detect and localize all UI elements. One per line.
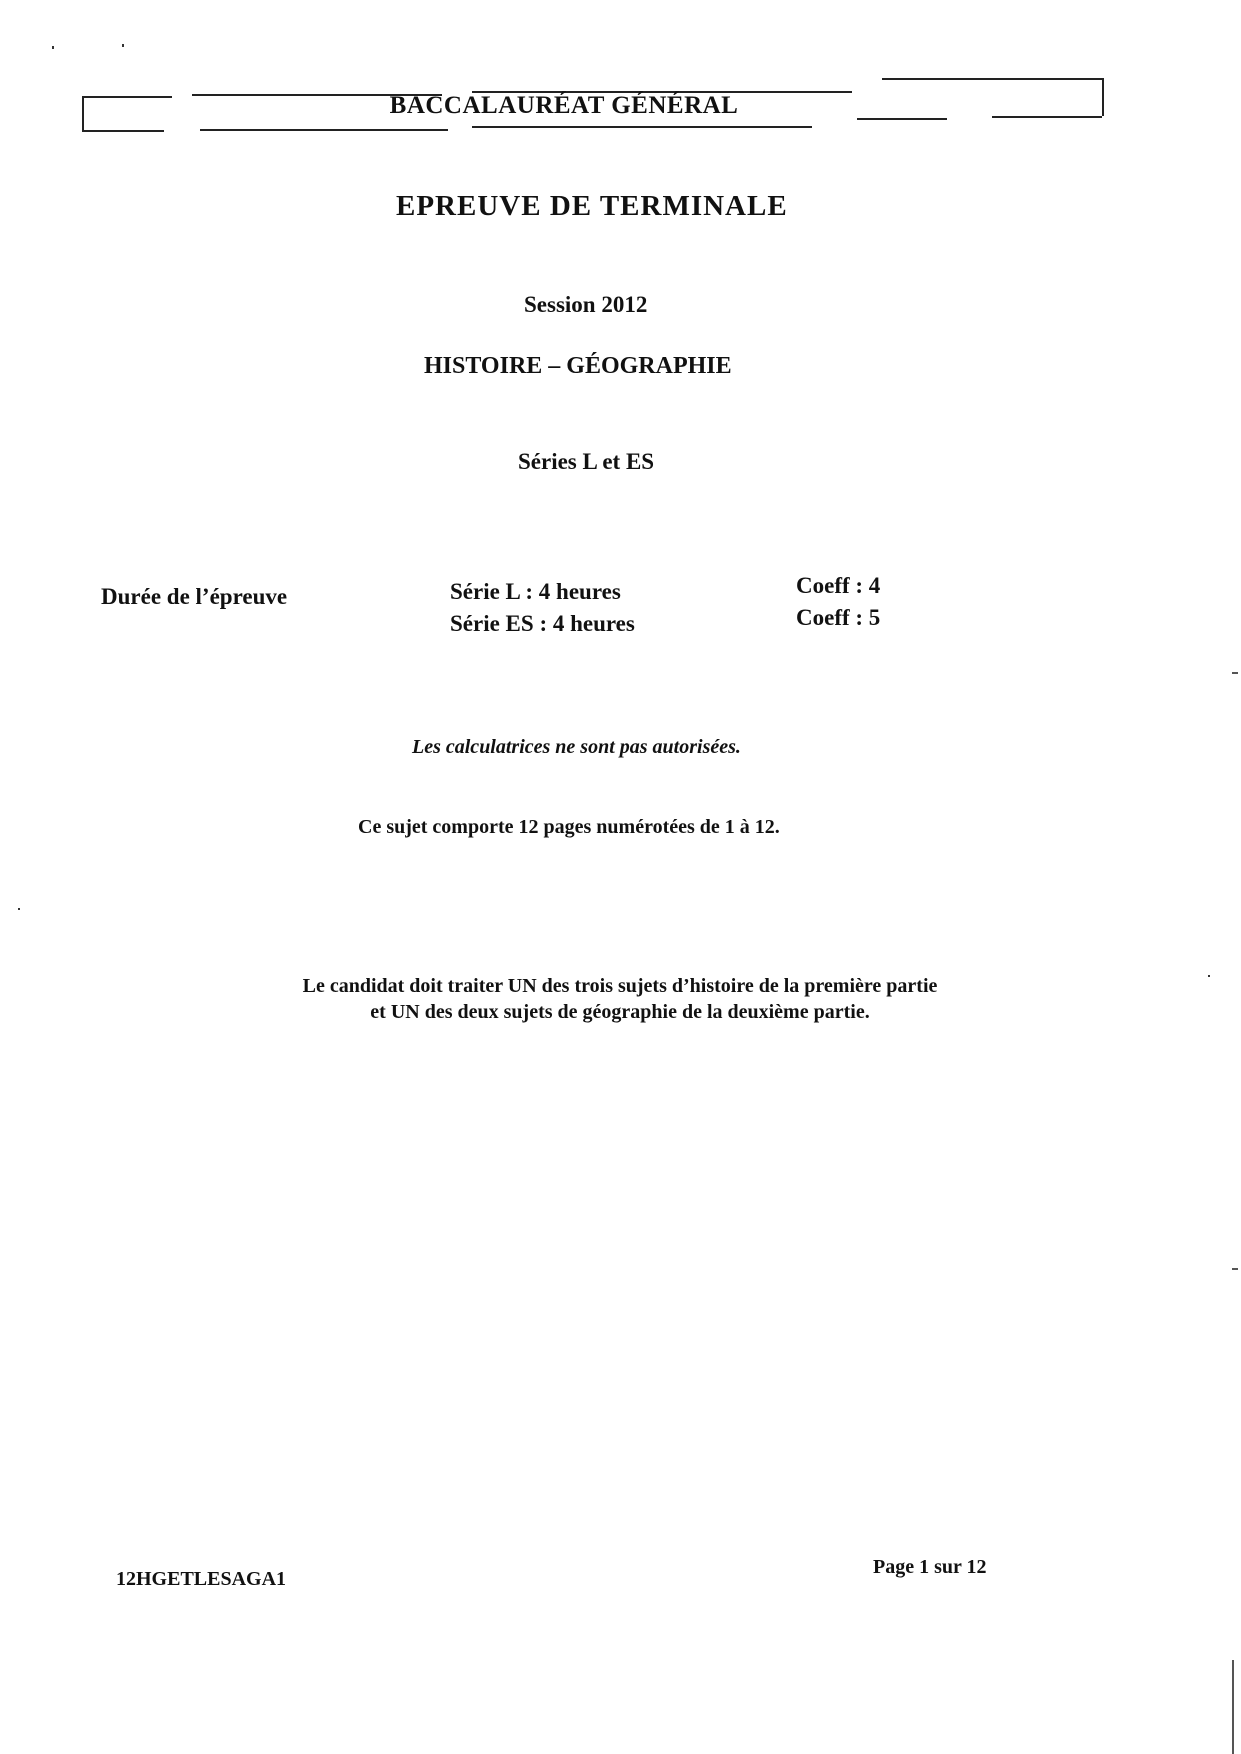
frame-top-line — [882, 78, 1102, 80]
page-count-note: Ce sujet comporte 12 pages numérotées de 1 à 12. — [358, 816, 780, 838]
subject-title: HISTOIRE – GÉOGRAPHIE — [424, 353, 732, 379]
scan-edge-mark — [1232, 1268, 1238, 1270]
instructions-line-2: et UN des deux sujets de géographie de la deuxième partie. — [370, 1001, 870, 1023]
header-frame — [82, 78, 1102, 130]
frame-bottom-line — [82, 130, 164, 132]
instructions-line-1: Le candidat doit traiter UN des trois sujets d’histoire de la première partie — [302, 975, 938, 997]
coefficient-column — [796, 570, 880, 634]
subject-code: 12HGETLESAGA1 — [116, 1568, 287, 1590]
scan-edge-mark — [1232, 672, 1238, 674]
calculator-note: Les calculatrices ne sont pas autorisées. — [412, 736, 741, 758]
duration-label: Durée de l’épreuve — [101, 584, 288, 609]
scan-speck — [1208, 975, 1210, 977]
exam-title: EPREUVE DE TERMINALE — [396, 190, 788, 222]
header-title: BACCALAURÉAT GÉNÉRAL — [389, 92, 739, 119]
scan-speck — [52, 46, 54, 49]
scan-speck — [18, 908, 20, 910]
duration-series-column — [450, 576, 635, 640]
frame-bottom-line — [472, 126, 812, 128]
scan-speck — [122, 44, 124, 47]
duration-serie-es: Série ES : 4 heures — [450, 611, 635, 636]
frame-right-edge — [1102, 78, 1104, 116]
page-number: Page 1 sur 12 — [873, 1556, 987, 1578]
duration-serie-l: Série L : 4 heures — [450, 579, 621, 604]
candidate-instructions — [180, 973, 1060, 1025]
scan-edge-mark — [1232, 1660, 1234, 1754]
coeff-serie-es: Coeff : 5 — [796, 605, 881, 630]
frame-bottom-line — [200, 129, 448, 131]
series-label: Séries L et ES — [518, 449, 655, 474]
coeff-serie-l: Coeff : 4 — [796, 573, 881, 598]
session-label: Session 2012 — [524, 292, 648, 317]
